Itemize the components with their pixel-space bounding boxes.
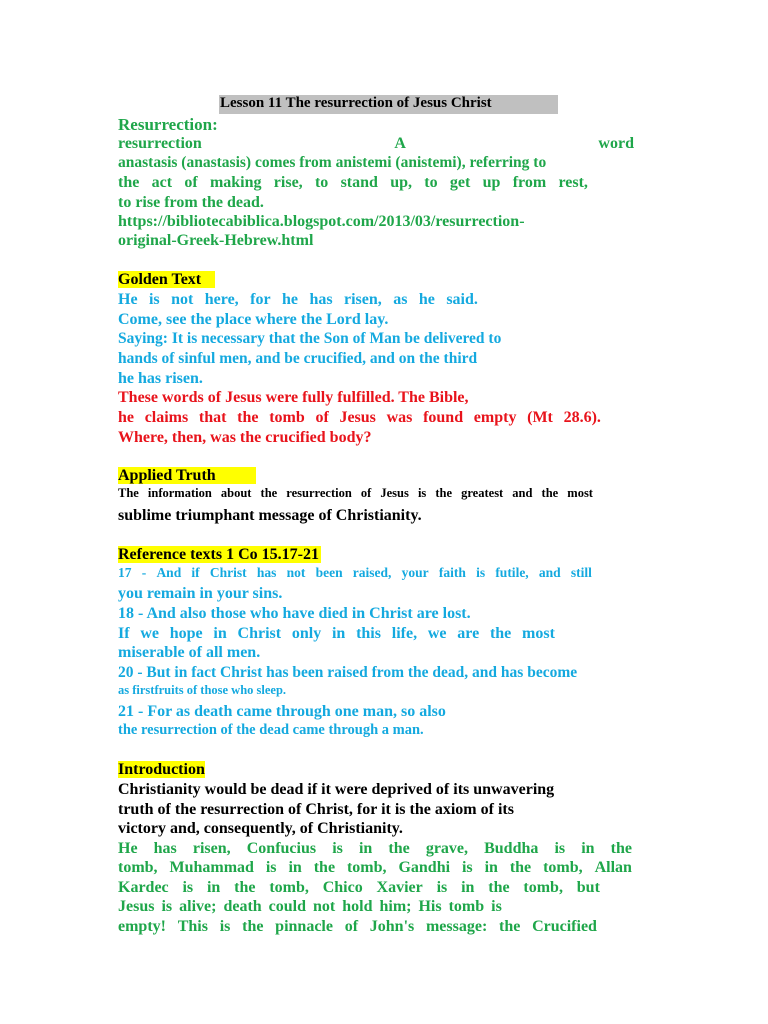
word: but <box>576 879 600 896</box>
word: message: <box>425 918 488 935</box>
lesson-title: Lesson 11 The resurrection of Jesus Christ <box>220 95 492 111</box>
word: risen, <box>192 840 231 857</box>
word: in <box>288 859 302 876</box>
word: of <box>315 409 329 426</box>
word: if <box>191 565 200 580</box>
word: tomb, <box>269 879 309 896</box>
word: life, <box>391 625 418 642</box>
word: the <box>118 174 140 191</box>
golden-text-red-2 <box>118 410 601 426</box>
word: in <box>213 625 227 642</box>
verse-17-line-1 <box>118 566 592 580</box>
word: the <box>610 840 632 857</box>
golden-text-line-5: he has risen. <box>118 370 203 387</box>
word: here, <box>204 291 239 308</box>
word: empty! <box>118 918 166 935</box>
resurrection-heading: Resurrection: <box>118 115 218 134</box>
word: Christ <box>237 625 282 642</box>
word: Allan <box>594 859 632 876</box>
golden-text-heading <box>118 272 215 288</box>
word: this <box>356 625 381 642</box>
word: hope <box>169 625 203 642</box>
word: and <box>512 486 533 500</box>
word: Buddha <box>484 840 539 857</box>
word: is <box>554 840 566 857</box>
word: most <box>522 625 555 642</box>
word: information <box>147 486 212 500</box>
resurrection-line-2: anastasis (anastasis) comes from anistemi (anistemi), referring to <box>118 154 547 171</box>
word: are <box>457 625 480 642</box>
golden-text-line-2: Come, see the place where the Lord lay. <box>118 311 389 328</box>
verse-17-line-2: you remain in your sins. <box>118 585 283 602</box>
word: in <box>461 879 475 896</box>
word: He <box>118 840 138 857</box>
word: is <box>332 840 343 857</box>
word: Gandhi <box>398 859 451 876</box>
word: act <box>151 174 173 191</box>
word: still <box>570 565 592 580</box>
word: grave, <box>425 840 469 857</box>
word: tomb, <box>543 859 583 876</box>
word: tomb, <box>346 859 387 876</box>
word: he <box>282 291 298 308</box>
word: (Mt <box>527 409 553 426</box>
word: the <box>388 840 410 857</box>
word: faith <box>438 565 466 580</box>
golden-text-red-1: These words of Jesus were fully fulfilled. The Bible, <box>118 389 469 406</box>
verse-20-line-1: 20 - But in fact Christ has been raised from the dead, and has become <box>118 664 578 681</box>
word: is <box>219 918 231 935</box>
word: in <box>358 840 373 857</box>
word: he <box>418 291 435 308</box>
introduction-label: Introduction <box>118 761 205 778</box>
word: the <box>435 486 453 500</box>
word: the <box>488 879 510 896</box>
intro-p2-line-2 <box>118 860 632 876</box>
word: has <box>153 840 177 857</box>
intro-p1-line-2: truth of the resurrection of Christ, for it is the axiom of its <box>118 801 514 818</box>
intro-p1-line-1: Christianity would be dead if it were deprived of its unwavering <box>118 781 555 798</box>
word: is <box>265 859 277 876</box>
word: raised, <box>352 565 392 580</box>
word: This <box>177 918 208 935</box>
golden-text-label: Golden Text <box>118 271 215 288</box>
word: from <box>512 174 547 191</box>
resurrection-line-4: to rise from the dead. <box>118 194 264 211</box>
golden-text-line-1 <box>118 292 478 308</box>
word: greatest <box>461 486 504 500</box>
word: Jesus <box>380 486 409 500</box>
word: Jesus <box>339 409 376 426</box>
word: about <box>220 486 252 500</box>
word: your <box>401 565 429 580</box>
resurrection-line-1 <box>118 136 634 152</box>
word: If <box>118 625 130 642</box>
word: not <box>286 565 306 580</box>
intro-p2-line-1 <box>118 841 632 857</box>
word: rest, <box>558 174 588 191</box>
word: the <box>499 918 521 935</box>
word: said. <box>446 291 478 308</box>
word: word <box>598 135 634 152</box>
golden-text-line-4: hands of sinful men, and be crucified, and on the third <box>118 350 478 367</box>
word: the <box>260 486 278 500</box>
word: in <box>331 625 346 642</box>
word: that <box>198 409 227 426</box>
word: in <box>581 840 595 857</box>
word: we <box>427 625 447 642</box>
word: - <box>141 565 147 580</box>
word: resurrection <box>286 486 352 500</box>
word: is <box>182 879 194 896</box>
word: for <box>250 291 271 308</box>
word: is <box>461 859 473 876</box>
word: making <box>209 174 262 191</box>
word: of <box>360 486 372 500</box>
word: he <box>118 409 134 426</box>
word: of <box>344 918 359 935</box>
word: tomb <box>269 409 305 426</box>
applied-truth-label: Applied Truth <box>118 467 256 484</box>
word: tomb, <box>118 859 158 876</box>
word: Confucius <box>246 840 317 857</box>
word: as <box>393 291 408 308</box>
word: the <box>509 859 532 876</box>
word: rise, <box>273 174 303 191</box>
word: only <box>291 625 322 642</box>
word: the <box>242 918 264 935</box>
word: claims <box>144 409 189 426</box>
word: up <box>482 174 501 191</box>
word: resurrection <box>118 135 202 152</box>
word: and <box>538 565 561 580</box>
verse-18-line-3: miserable of all men. <box>118 644 261 661</box>
verse-18-line-1: 18 - And also those who have died in Christ are lost. <box>118 605 471 622</box>
intro-p2-line-3 <box>118 880 600 896</box>
golden-text-red-3: Where, then, was the crucified body? <box>118 429 372 446</box>
word: Kardec <box>118 879 169 896</box>
word: stand <box>340 174 378 191</box>
word: found <box>423 409 464 426</box>
reference-heading <box>118 547 321 563</box>
word: in <box>206 879 221 896</box>
word: A <box>394 135 406 152</box>
word: the <box>237 409 259 426</box>
word: not <box>171 291 194 308</box>
verse-18-line-2 <box>118 626 555 642</box>
word: 17 <box>118 565 132 580</box>
word: get <box>449 174 471 191</box>
intro-p2-line-5 <box>118 919 597 935</box>
word: the <box>541 486 559 500</box>
word: Xavier <box>376 879 423 896</box>
word: And <box>156 565 182 580</box>
reference-link-1[interactable]: https://bibliotecabiblica.blogspot.com/2013/03/resurrection- <box>118 213 525 230</box>
word: is <box>476 565 486 580</box>
word: tomb, <box>523 879 563 896</box>
word: is <box>417 486 427 500</box>
applied-truth-line-2: sublime triumphant message of Christianity. <box>118 507 422 524</box>
word: been <box>315 565 343 580</box>
applied-truth-line-1 <box>118 487 593 500</box>
applied-truth-heading <box>118 468 256 484</box>
word: empty <box>473 409 517 426</box>
word: to <box>424 174 438 191</box>
word: Christ <box>209 565 247 580</box>
word: John's <box>369 918 415 935</box>
word: in <box>484 859 498 876</box>
word: Crucified <box>532 918 597 935</box>
word: has <box>309 291 333 308</box>
word: most <box>567 486 593 500</box>
word: the <box>313 859 336 876</box>
intro-p2-line-4: Jesus is alive; death could not hold him; His tomb is <box>118 898 502 915</box>
word: Muhammad <box>169 859 254 876</box>
word: the <box>234 879 256 896</box>
word: is <box>436 879 448 896</box>
word: pinnacle <box>275 918 333 935</box>
resurrection-line-3 <box>118 175 588 191</box>
reference-link-2[interactable]: original-Greek-Hebrew.html <box>118 232 314 249</box>
word: He <box>118 291 138 308</box>
word: the <box>489 625 512 642</box>
introduction-heading <box>118 762 205 778</box>
verse-21-line-2: the resurrection of the dead came through a man. <box>118 722 424 738</box>
word: risen, <box>344 291 382 308</box>
word: was <box>386 409 413 426</box>
word: Chico <box>322 879 363 896</box>
word: to <box>314 174 329 191</box>
verse-21-line-1: 21 - For as death came through one man, so also <box>118 703 446 720</box>
word: is <box>148 291 160 308</box>
word: we <box>140 625 159 642</box>
word: of <box>184 174 198 191</box>
word: futile, <box>495 565 529 580</box>
intro-p1-line-3: victory and, consequently, of Christianity. <box>118 820 403 837</box>
word: has <box>256 565 277 580</box>
word: 28.6). <box>563 409 601 426</box>
reference-label: Reference texts 1 Co 15.17-21 <box>118 546 319 563</box>
golden-text-line-3: Saying: It is necessary that the Son of Man be delivered to <box>118 330 502 347</box>
word: The <box>118 486 139 500</box>
word: up, <box>390 174 412 191</box>
verse-20-line-2: as firstfruits of those who sleep. <box>118 683 287 697</box>
